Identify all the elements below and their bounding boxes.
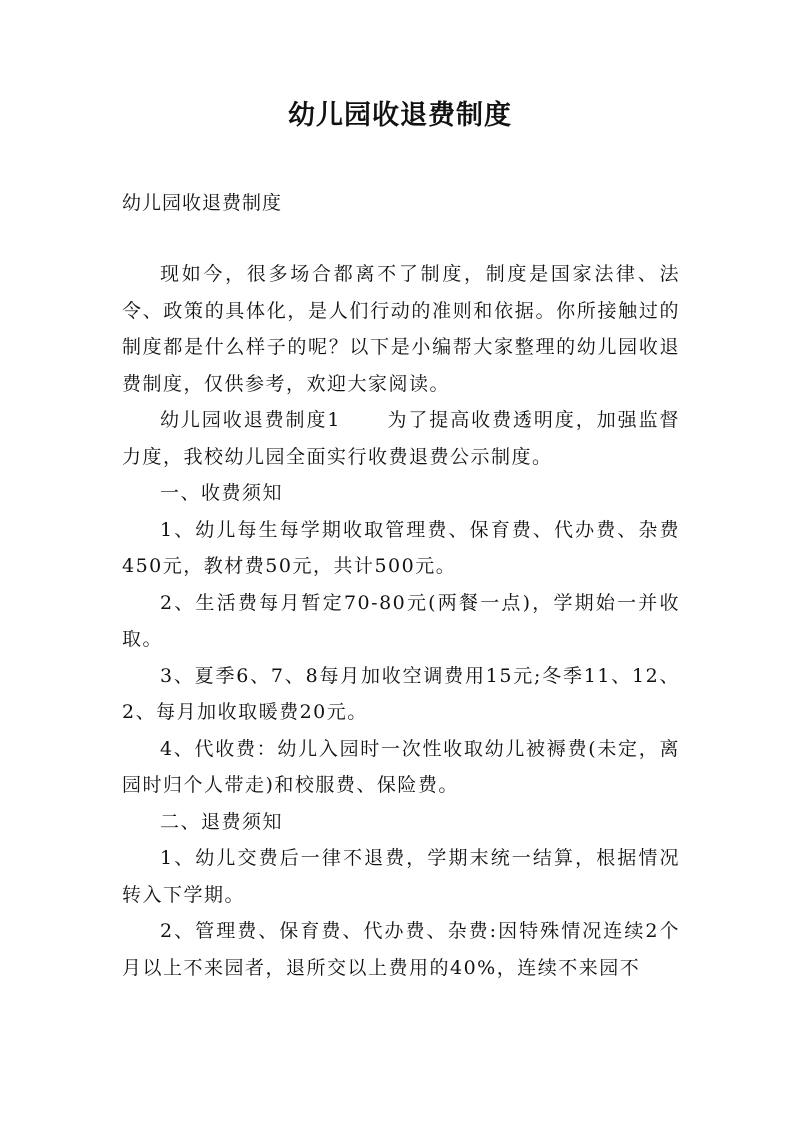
part2-heading: 二、退费须知 [160,810,284,833]
fee-item-1: 1、幼儿每生每学期收取管理费、保育费、代办费、杂费450元，教材费50元，共计500元。 [122,518,680,577]
refund-item-2: 2、管理费、保育费、代办费、杂费:因特殊情况连续2个月以上不来园者，退所交以上费用的40%，连续不来园不 [122,920,680,979]
part1-heading: 一、收费须知 [160,482,284,504]
document-body [122,256,680,986]
document-subtitle: 幼儿园收退费制度 [122,192,283,214]
document-title: 幼儿园收退费制度 [288,100,512,131]
fee-item-4: 4、代收费：幼儿入园时一次性收取幼儿被褥费(未定，离园时归个人带走)和校服费、保险费。 [122,737,680,796]
fee-item-3: 3、夏季6、7、8每月加收空调费用15元;冬季11、12、2、每月加收取暖费20元。 [122,664,680,723]
fee-item-2: 2、生活费每月暂定70-80元(两餐一点)，学期始一并收取。 [122,591,680,650]
intro-paragraph: 现如今，很多场合都离不了制度，制度是国家法律、法令、政策的具体化，是人们行动的准则和依据。你所接触过的制度都是什么样子的呢？以下是小编帮大家整理的幼儿园收退费制度，仅供参考，欢迎大家阅读。 [122,263,680,395]
section1-text: 为了提高收费透明度，加强监督力度，我校幼儿园全面实行收费退费公示制度。 [122,409,680,468]
section1-paragraph [122,402,680,475]
section1-heading: 幼儿园收退费制度1 [160,409,342,431]
refund-item-1: 1、幼儿交费后一律不退费，学期末统一结算，根据情况转入下学期。 [122,847,680,906]
